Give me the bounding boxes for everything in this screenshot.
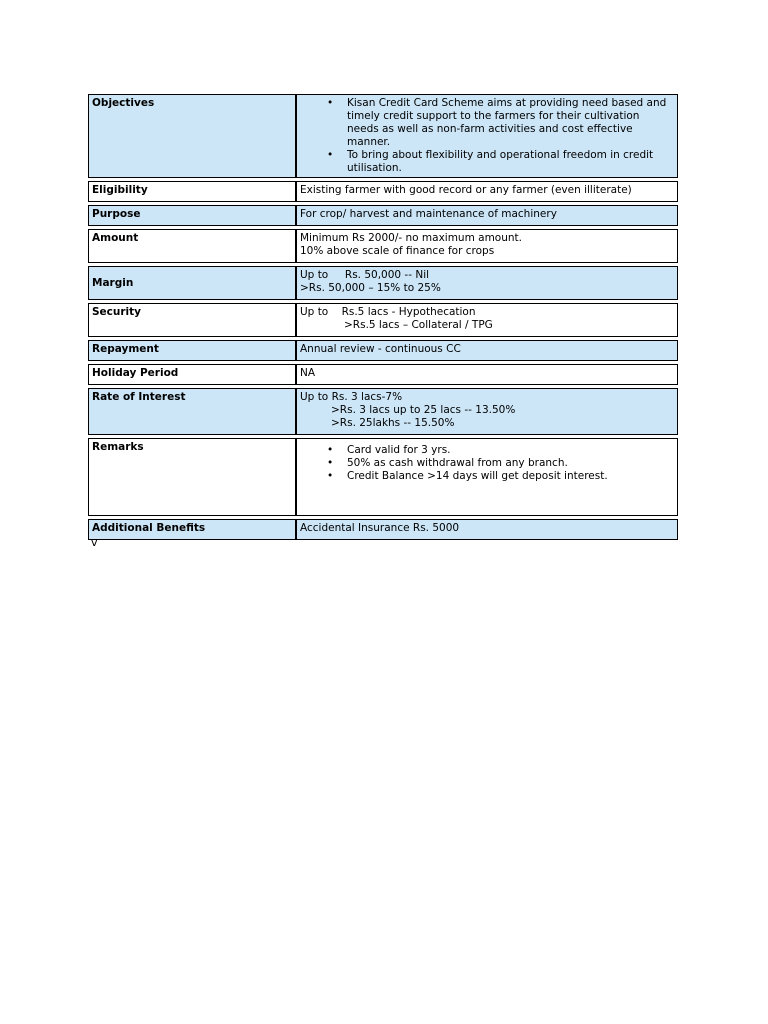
- label-objectives: Objectives: [88, 94, 296, 178]
- value-additional-benefits: Accidental Insurance Rs. 5000: [296, 519, 678, 540]
- row-purpose: [88, 205, 678, 226]
- objective-item: • To bring about flexibility and operational freedom in credit utilisation.: [300, 149, 674, 175]
- label-margin: Margin: [88, 266, 296, 300]
- row-eligibility: [88, 181, 678, 202]
- margin-line: Up to Rs. 50,000 -- Nil: [300, 269, 430, 281]
- remark-item: • 50% as cash withdrawal from any branch.: [300, 457, 674, 470]
- label-security: Security: [88, 303, 296, 337]
- row-margin: [88, 266, 678, 300]
- value-repayment: Annual review - continuous CC: [296, 340, 678, 361]
- row-amount: [88, 229, 678, 263]
- remark-item: • Card valid for 3 yrs.: [300, 444, 674, 457]
- label-remarks: Remarks: [88, 438, 296, 516]
- kcc-scheme-table: [88, 91, 678, 543]
- objective-item: • Kisan Credit Card Scheme aims at providing need based and timely credit support to the farmers for their cultivation needs as well as non-farm activities and cost effective manner.: [300, 97, 674, 149]
- row-holiday-period: [88, 364, 678, 385]
- label-additional-benefits: Additional Benefits: [88, 519, 296, 540]
- label-repayment: Repayment: [88, 340, 296, 361]
- amount-line: Minimum Rs 2000/- no maximum amount.: [300, 232, 522, 244]
- margin-line: >Rs. 50,000 – 15% to 25%: [300, 282, 441, 294]
- amount-line: 10% above scale of finance for crops: [300, 245, 495, 257]
- security-line: Up to Rs.5 lacs - Hypothecation: [300, 306, 476, 318]
- value-purpose: For crop/ harvest and maintenance of machinery: [296, 205, 678, 226]
- value-holiday-period: NA: [296, 364, 678, 385]
- value-remarks: [296, 438, 678, 516]
- label-rate-of-interest: Rate of Interest: [88, 388, 296, 435]
- row-rate-of-interest: [88, 388, 678, 435]
- value-security: [296, 303, 678, 337]
- interest-line: >Rs. 25lakhs -- 15.50%: [331, 417, 455, 429]
- label-purpose: Purpose: [88, 205, 296, 226]
- security-line: >Rs.5 lacs – Collateral / TPG: [344, 319, 493, 331]
- label-eligibility: Eligibility: [88, 181, 296, 202]
- objectives-list: [300, 97, 674, 175]
- interest-line: Up to Rs. 3 lacs-7%: [300, 391, 403, 403]
- row-additional-benefits: [88, 519, 678, 540]
- label-holiday-period: Holiday Period: [88, 364, 296, 385]
- value-margin: [296, 266, 678, 300]
- row-objectives: [88, 94, 678, 178]
- value-eligibility: Existing farmer with good record or any farmer (even illiterate): [296, 181, 678, 202]
- label-amount: Amount: [88, 229, 296, 263]
- row-repayment: [88, 340, 678, 361]
- row-remarks: [88, 438, 678, 516]
- remarks-list: [300, 444, 674, 483]
- remark-item: • Credit Balance >14 days will get deposit interest.: [300, 470, 674, 483]
- interest-line: >Rs. 3 lacs up to 25 lacs -- 13.50%: [331, 404, 516, 416]
- value-rate-of-interest: [296, 388, 678, 435]
- value-objectives: [296, 94, 678, 178]
- value-amount: [296, 229, 678, 263]
- footer-mark: v: [91, 536, 98, 549]
- row-security: [88, 303, 678, 337]
